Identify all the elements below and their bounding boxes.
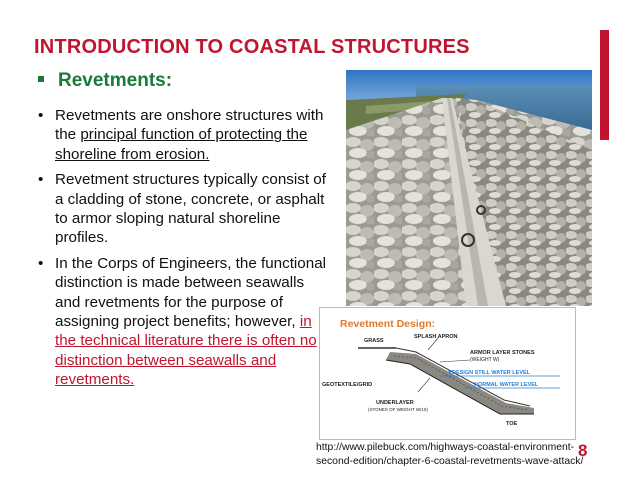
bullet-underlined-text: principal function of protecting the shoreline from erosion.: [55, 126, 308, 163]
revetment-cross-section: [320, 308, 575, 439]
square-bullet-icon: [38, 76, 44, 82]
bullet-item: [38, 170, 330, 248]
source-url: http://www.pilebuck.com/highways-coastal-environment-second-edition/chapter-6-coastal-revetments-wave-attack/: [316, 442, 584, 467]
label-armor-layer: ARMOR LAYER STONES: [470, 350, 535, 356]
bullet-text: In the Corps of Engineers, the functional distinction is made between seawalls and revetments for the purpose of assigning project benefits; however,: [55, 254, 327, 331]
bullet-text: Revetment structures typically consist of a cladding of stone, concrete, or asphalt to armor sloping natural shoreline profiles.: [55, 171, 326, 247]
revetment-photo: [346, 70, 592, 306]
label-grass: GRASS: [364, 338, 384, 344]
label-design-swl: DESIGN STILL WATER LEVEL: [452, 370, 531, 376]
slide-title: INTRODUCTION TO COASTAL STRUCTURES: [34, 36, 470, 58]
label-underlayer-weight: (STONES OF WEIGHT W/10): [368, 407, 428, 412]
label-normal-wl: NORMAL WATER LEVEL: [474, 382, 539, 388]
label-armor-weight: (WEIGHT W): [470, 357, 500, 363]
section-heading: [38, 70, 172, 92]
revetment-design-diagram: [319, 307, 576, 440]
bullet-dot-icon: •: [38, 107, 44, 124]
label-underlayer: UNDERLAYER: [376, 400, 414, 406]
bullet-highlight-text: in the technical literature there is often no distinction between seawalls and revetments.: [55, 313, 317, 389]
section-heading-text: Revetments:: [58, 70, 173, 91]
bullet-dot-icon: •: [38, 171, 44, 189]
diagram-title: Revetment Design:: [340, 318, 436, 330]
label-geotextile: GEOTEXTILE/GRID: [322, 382, 373, 388]
bullet-dot-icon: •: [38, 254, 44, 272]
bullet-text: Revetments are onshore structures with the: [55, 107, 324, 144]
label-splash-apron: SPLASH APRON: [414, 334, 458, 340]
revetment-photo-illustration: [346, 70, 592, 306]
accent-bar: [600, 30, 609, 140]
label-toe: TOE: [506, 421, 518, 427]
bullet-item: [38, 106, 330, 164]
page-number: 8: [578, 441, 588, 460]
bullet-list: [38, 106, 330, 396]
bullet-item: [38, 254, 330, 390]
